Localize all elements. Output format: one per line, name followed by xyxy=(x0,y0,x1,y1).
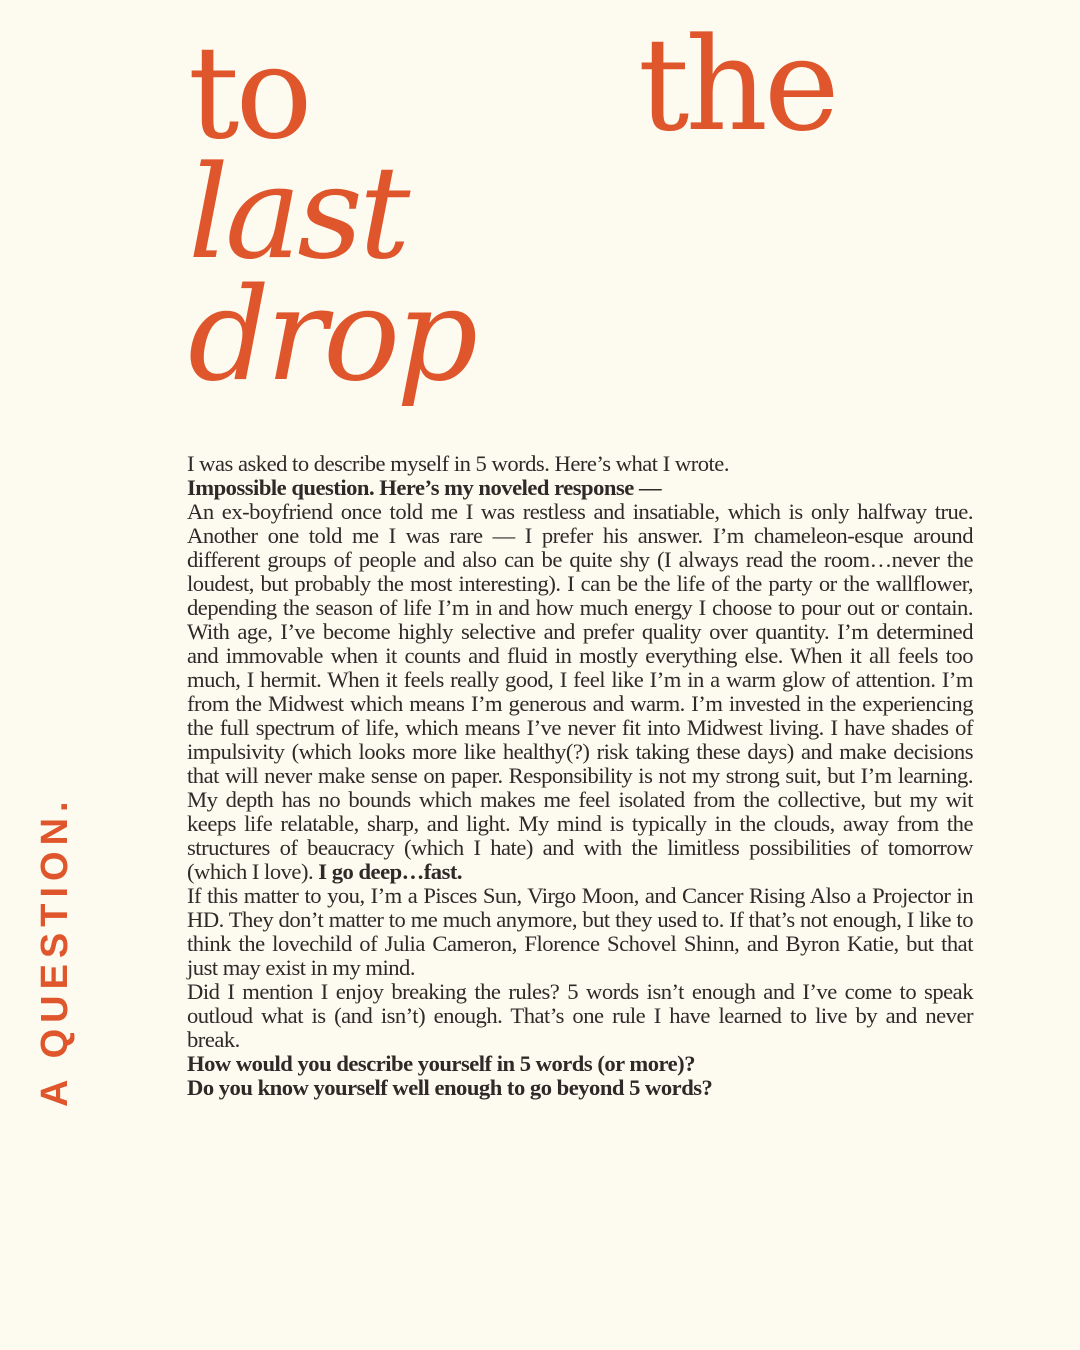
article-body xyxy=(187,452,973,1100)
title-word-to: to xyxy=(188,19,309,168)
side-label-a-question: A QUESTION. xyxy=(34,795,76,1107)
closing-question-1: How would you describe yourself in 5 words (or more)? xyxy=(187,1051,695,1076)
title-word-drop: drop xyxy=(188,261,475,410)
paragraph-3: Did I mention I enjoy breaking the rules? 5 words isn’t enough and I’ve come to speak outloud what is (and isn’t) enough. That’s one rule I have learned to live by and never break. xyxy=(187,979,973,1052)
paragraph-1-emphasis: I go deep…fast. xyxy=(318,859,463,884)
paragraph-1 xyxy=(187,500,973,884)
closing-question-2: Do you know yourself well enough to go beyond 5 words? xyxy=(187,1075,713,1100)
paragraph-1-text: An ex-boyfriend once told me I was restless and insatiable, which is only halfway true. Another one told me I was rare — I prefer his answer. I’m chameleon-esque around different groups of people and also can be quite shy (I always read the room…never the loudest, but probably the most interesting). I can be the life of the party or the wallflower, depending the season of life I’m in and how much energy I choose to pour out or contain. With age, I’ve become highly selective and prefer quality over quantity. I’m determined and immovable when it counts and fluid in mostly everything else. When it all feels too much, I hermit. When it feels really good, I feel like I’m in a warm glow of attention. I’m from the Midwest which means I’m generous and warm. I’m invested in the experiencing the full spectrum of life, which means I’ve never fit into Midwest living. I have shades of impulsivity (which looks more like healthy(?) risk taking these days) and make decisions that will never make sense on paper. Responsibility is not my strong suit, but I’m learning. My depth has no bounds which makes me feel isolated from the collective, but my wit keeps life relatable, sharp, and light. My mind is typically in the clouds, away from the structures of beaucracy (which I hate) and with the limitless possibilities of tomorrow (which I love). xyxy=(187,499,973,884)
title-word-the: the xyxy=(638,11,836,160)
paragraph-2: If this matter to you, I’m a Pisces Sun, Virgo Moon, and Cancer Rising Also a Projector in HD. They don’t matter to me much anymore, but they used to. If that’s not enough, I like to think the lovechild of Julia Cameron, Florence Schovel Shinn, and Byron Katie, but that just may exist in my mind. xyxy=(187,883,973,980)
subhead: Impossible question. Here’s my noveled response — xyxy=(187,475,662,500)
title-word-last: last xyxy=(188,139,407,288)
intro-line: I was asked to describe myself in 5 words. Here’s what I wrote. xyxy=(187,451,729,476)
